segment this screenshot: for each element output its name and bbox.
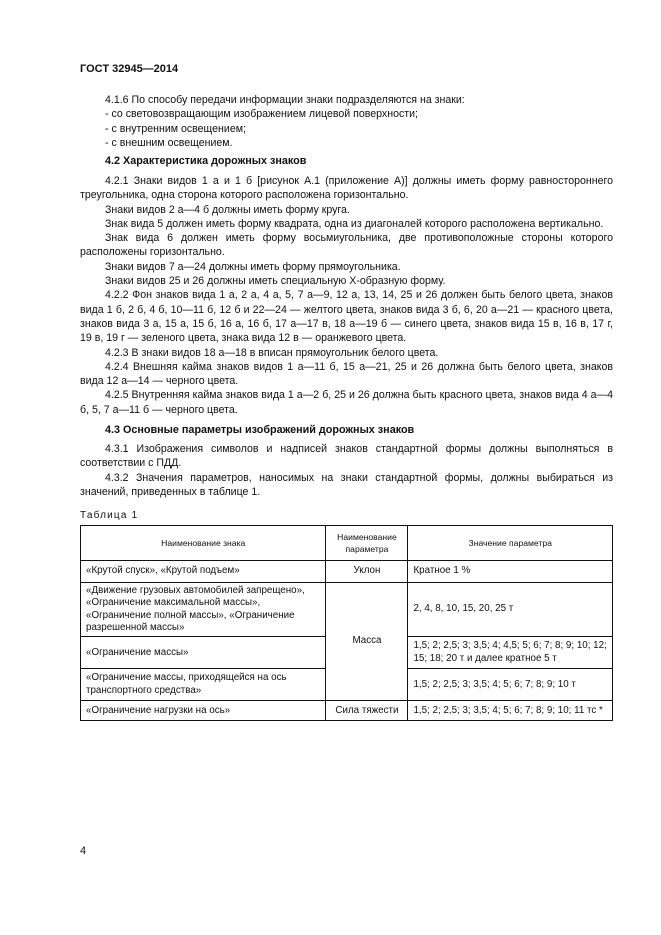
param-name: Сила тяжести: [326, 701, 408, 721]
param-value: 2, 4, 8, 10, 15, 20, 25 т: [408, 583, 613, 637]
param-name: Уклон: [326, 561, 408, 583]
paragraph: 4.2.1 Знаки видов 1 а и 1 б [рисунок А.1 (приложение А)] должны иметь форму равностороннего треугольника, одна сторона которого расположена горизонтально.: [80, 175, 613, 202]
paragraph: Знак вида 5 должен иметь форму квадрата, одна из диагоналей которого расположена вертикально.: [105, 217, 604, 230]
section-4-1-6: [80, 93, 613, 150]
paragraph: 4.2.4 Внешняя кайма знаков видов 1 а—11 б, 15 а—21, 25 и 26 должна быть белого цвета, знаков вида 12 а—14 — черного цвета.: [80, 360, 613, 388]
standard-number: ГОСТ 32945—2014: [80, 63, 179, 75]
list-item: - с внешним освещением.: [105, 136, 233, 149]
param-name: Масса: [326, 583, 408, 701]
list-item: - с внутренним освещением;: [105, 122, 246, 135]
param-value: 1,5; 2; 2,5; 3; 3,5; 4; 5; 6; 7; 8; 9; 10 т: [408, 669, 613, 701]
paragraph: 4.3.2 Значения параметров, наносимых на знаки стандартной формы, должны выбираться из значений, приведенных в таблице 1.: [80, 471, 613, 498]
sign-name: «Ограничение нагрузки на ось»: [81, 701, 326, 721]
sign-name: «Движение грузовых автомобилей запрещено», «Ограничение максимальной массы», «Ограничение полной массы», «Ограничение разрешенной массы»: [81, 583, 326, 637]
param-value: 1,5; 2; 2,5; 3; 3,5; 4; 4,5; 5; 6; 7; 8; 9; 10; 12; 15; 18; 20 т и далее кратное 5 т: [408, 637, 613, 669]
paragraph: 4.3.1 Изображения символов и надписей знаков стандартной формы должны выполняться в соответствии с ПДД.: [80, 443, 613, 470]
paragraph: 4.1.6 По способу передачи информации знаки подразделяются на знаки:: [105, 94, 465, 106]
paragraph: Знаки видов 7 а—24 должны иметь форму прямоугольника.: [105, 260, 401, 273]
paragraph: Знаки видов 25 и 26 должны иметь специальную Х-образную форму.: [105, 275, 446, 288]
paragraph: 4.2.5 Внутренняя кайма знаков вида 1 а—2 б, 25 и 26 должна быть красного цвета, знаков вида 4 а—4 б, 5, 7 а—11 б — черного цвета.: [80, 389, 613, 416]
sign-name: «Ограничение массы, приходящейся на ось транспортного средства»: [81, 669, 326, 701]
parameters-table: [80, 525, 613, 721]
table-caption: Таблица 1: [80, 510, 139, 521]
sign-name: «Ограничение массы»: [81, 637, 326, 669]
table-row: [81, 561, 613, 583]
column-header-param: Наименование параметра: [326, 526, 408, 561]
column-header-value: Значение параметра: [408, 526, 613, 561]
section-4-3-heading: 4.3 Основные параметры изображений дорожных знаков: [105, 424, 415, 436]
table-row: [81, 701, 613, 721]
table-row: [81, 583, 613, 637]
section-4-2-body: [80, 174, 613, 417]
param-value: Кратное 1 %: [408, 561, 613, 583]
paragraph: Знак вида 6 должен иметь форму восьмиугольника, две противоположные стороны которого расположены горизонтально.: [80, 232, 613, 259]
page-number: 4: [80, 845, 87, 857]
paragraph: Знаки видов 2 а—4 б должны иметь форму круга.: [105, 203, 350, 216]
column-header-sign: Наименование знака: [81, 526, 326, 561]
table-header-row: [81, 526, 613, 561]
paragraph: 4.2.2 Фон знаков вида 1 а, 2 а, 4 а, 5, 7 а—9, 12 а, 13, 14, 25 и 26 должен быть белого цвета, знаков вида 1 б, 2 б, 4 б, 10—11 б, 12 б и 22—24 — желтого цвета, знаков вида 3 б, 6, 20 а—21 — красного цвета, знаков вида 3 а, 15 а, 15 б, 16 а, 16 б, 17 а—17 в, 18 а—19 б — синего цвета, знаков вида 15 в, 16 в, 17 г, 19 в, 19 г — зеленого цвета, знака вида 12 в — оранжевого цвета.: [80, 289, 613, 345]
section-4-2-heading: 4.2 Характеристика дорожных знаков: [105, 155, 307, 167]
sign-name: «Крутой спуск», «Крутой подъем»: [81, 561, 326, 583]
list-item: - со световозвращающим изображением лицевой поверхности;: [105, 108, 418, 121]
section-4-3-body: [80, 442, 613, 499]
param-value: 1,5; 2; 2,5; 3; 3,5; 4; 5; 6; 7; 8; 9; 10; 11 тс *: [408, 701, 613, 721]
paragraph: 4.2.3 В знаки видов 18 а—18 в вписан прямоугольник белого цвета.: [105, 346, 439, 359]
